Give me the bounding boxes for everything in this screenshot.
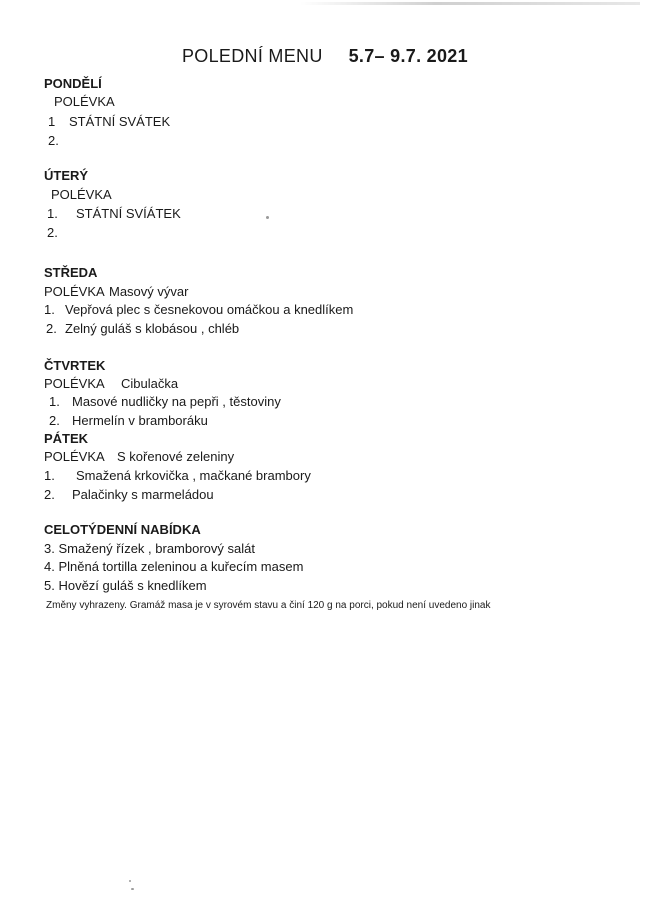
friday-item1-num: 1.	[44, 468, 55, 483]
disclaimer-note: Změny vyhrazeny. Gramáž masa je v syrovém stavu a činí 120 g na porci, pokud není uvedeno jinak	[46, 600, 491, 611]
day-heading-tuesday: ÚTERÝ	[44, 168, 89, 183]
weekly-item-5: 5. Hovězí guláš s knedlíkem	[44, 578, 207, 593]
wednesday-item2-num: 2.	[46, 321, 57, 336]
thursday-soup: Cibulačka	[121, 376, 179, 391]
wednesday-item2: Zelný guláš s klobásou , chléb	[65, 321, 240, 336]
day-heading-monday: PONDĚLÍ	[44, 76, 102, 91]
scan-speck	[129, 880, 131, 882]
day-heading-thursday: ČTVRTEK	[44, 358, 106, 373]
wednesday-item1-num: 1.	[44, 302, 55, 317]
monday-item1-num: 1	[48, 114, 56, 129]
day-heading-friday: PÁTEK	[44, 431, 89, 446]
thursday-item1-num: 1.	[49, 394, 60, 409]
weekly-item-3: 3. Smažený řízek , bramborový salát	[44, 541, 255, 556]
thursday-soup-label: POLÉVKA	[44, 376, 105, 391]
page-title	[182, 46, 468, 67]
thursday-item1: Masové nudličky na pepři , těstoviny	[72, 394, 281, 409]
friday-item2: Palačinky s marmeládou	[72, 487, 214, 502]
wednesday-item1: Vepřová plec s česnekovou omáčkou a knedlíkem	[65, 302, 354, 317]
thursday-item2-num: 2.	[49, 413, 60, 428]
scan-artifact	[300, 2, 640, 5]
scan-speck	[266, 216, 269, 219]
weekly-heading: CELOTÝDENNÍ NABÍDKA	[44, 522, 201, 537]
scan-speck	[131, 888, 134, 890]
monday-soup: POLÉVKA	[54, 94, 115, 109]
title-date: 5.7– 9.7. 2021	[348, 46, 468, 66]
monday-item1: STÁTNÍ SVÁTEK	[69, 114, 171, 129]
tuesday-item1-num: 1.	[47, 206, 58, 221]
wednesday-soup-label: POLÉVKA	[44, 284, 105, 299]
friday-soup-label: POLÉVKA	[44, 449, 105, 464]
tuesday-item1: STÁTNÍ SVÍÁTEK	[76, 206, 181, 221]
day-heading-wednesday: STŘEDA	[44, 265, 98, 280]
friday-item1: Smažená krkovička , mačkané brambory	[76, 468, 311, 483]
wednesday-soup: Masový vývar	[109, 284, 189, 299]
weekly-item-4: 4. Plněná tortilla zeleninou a kuřecím masem	[44, 559, 304, 574]
thursday-item2: Hermelín v bramboráku	[72, 413, 208, 428]
friday-soup: S kořenové zeleniny	[117, 449, 235, 464]
friday-item2-num: 2.	[44, 487, 55, 502]
tuesday-soup: POLÉVKA	[51, 187, 112, 202]
tuesday-item2-num: 2.	[47, 225, 58, 240]
title-text: POLEDNÍ MENU	[182, 46, 323, 66]
monday-item2-num: 2.	[48, 133, 59, 148]
